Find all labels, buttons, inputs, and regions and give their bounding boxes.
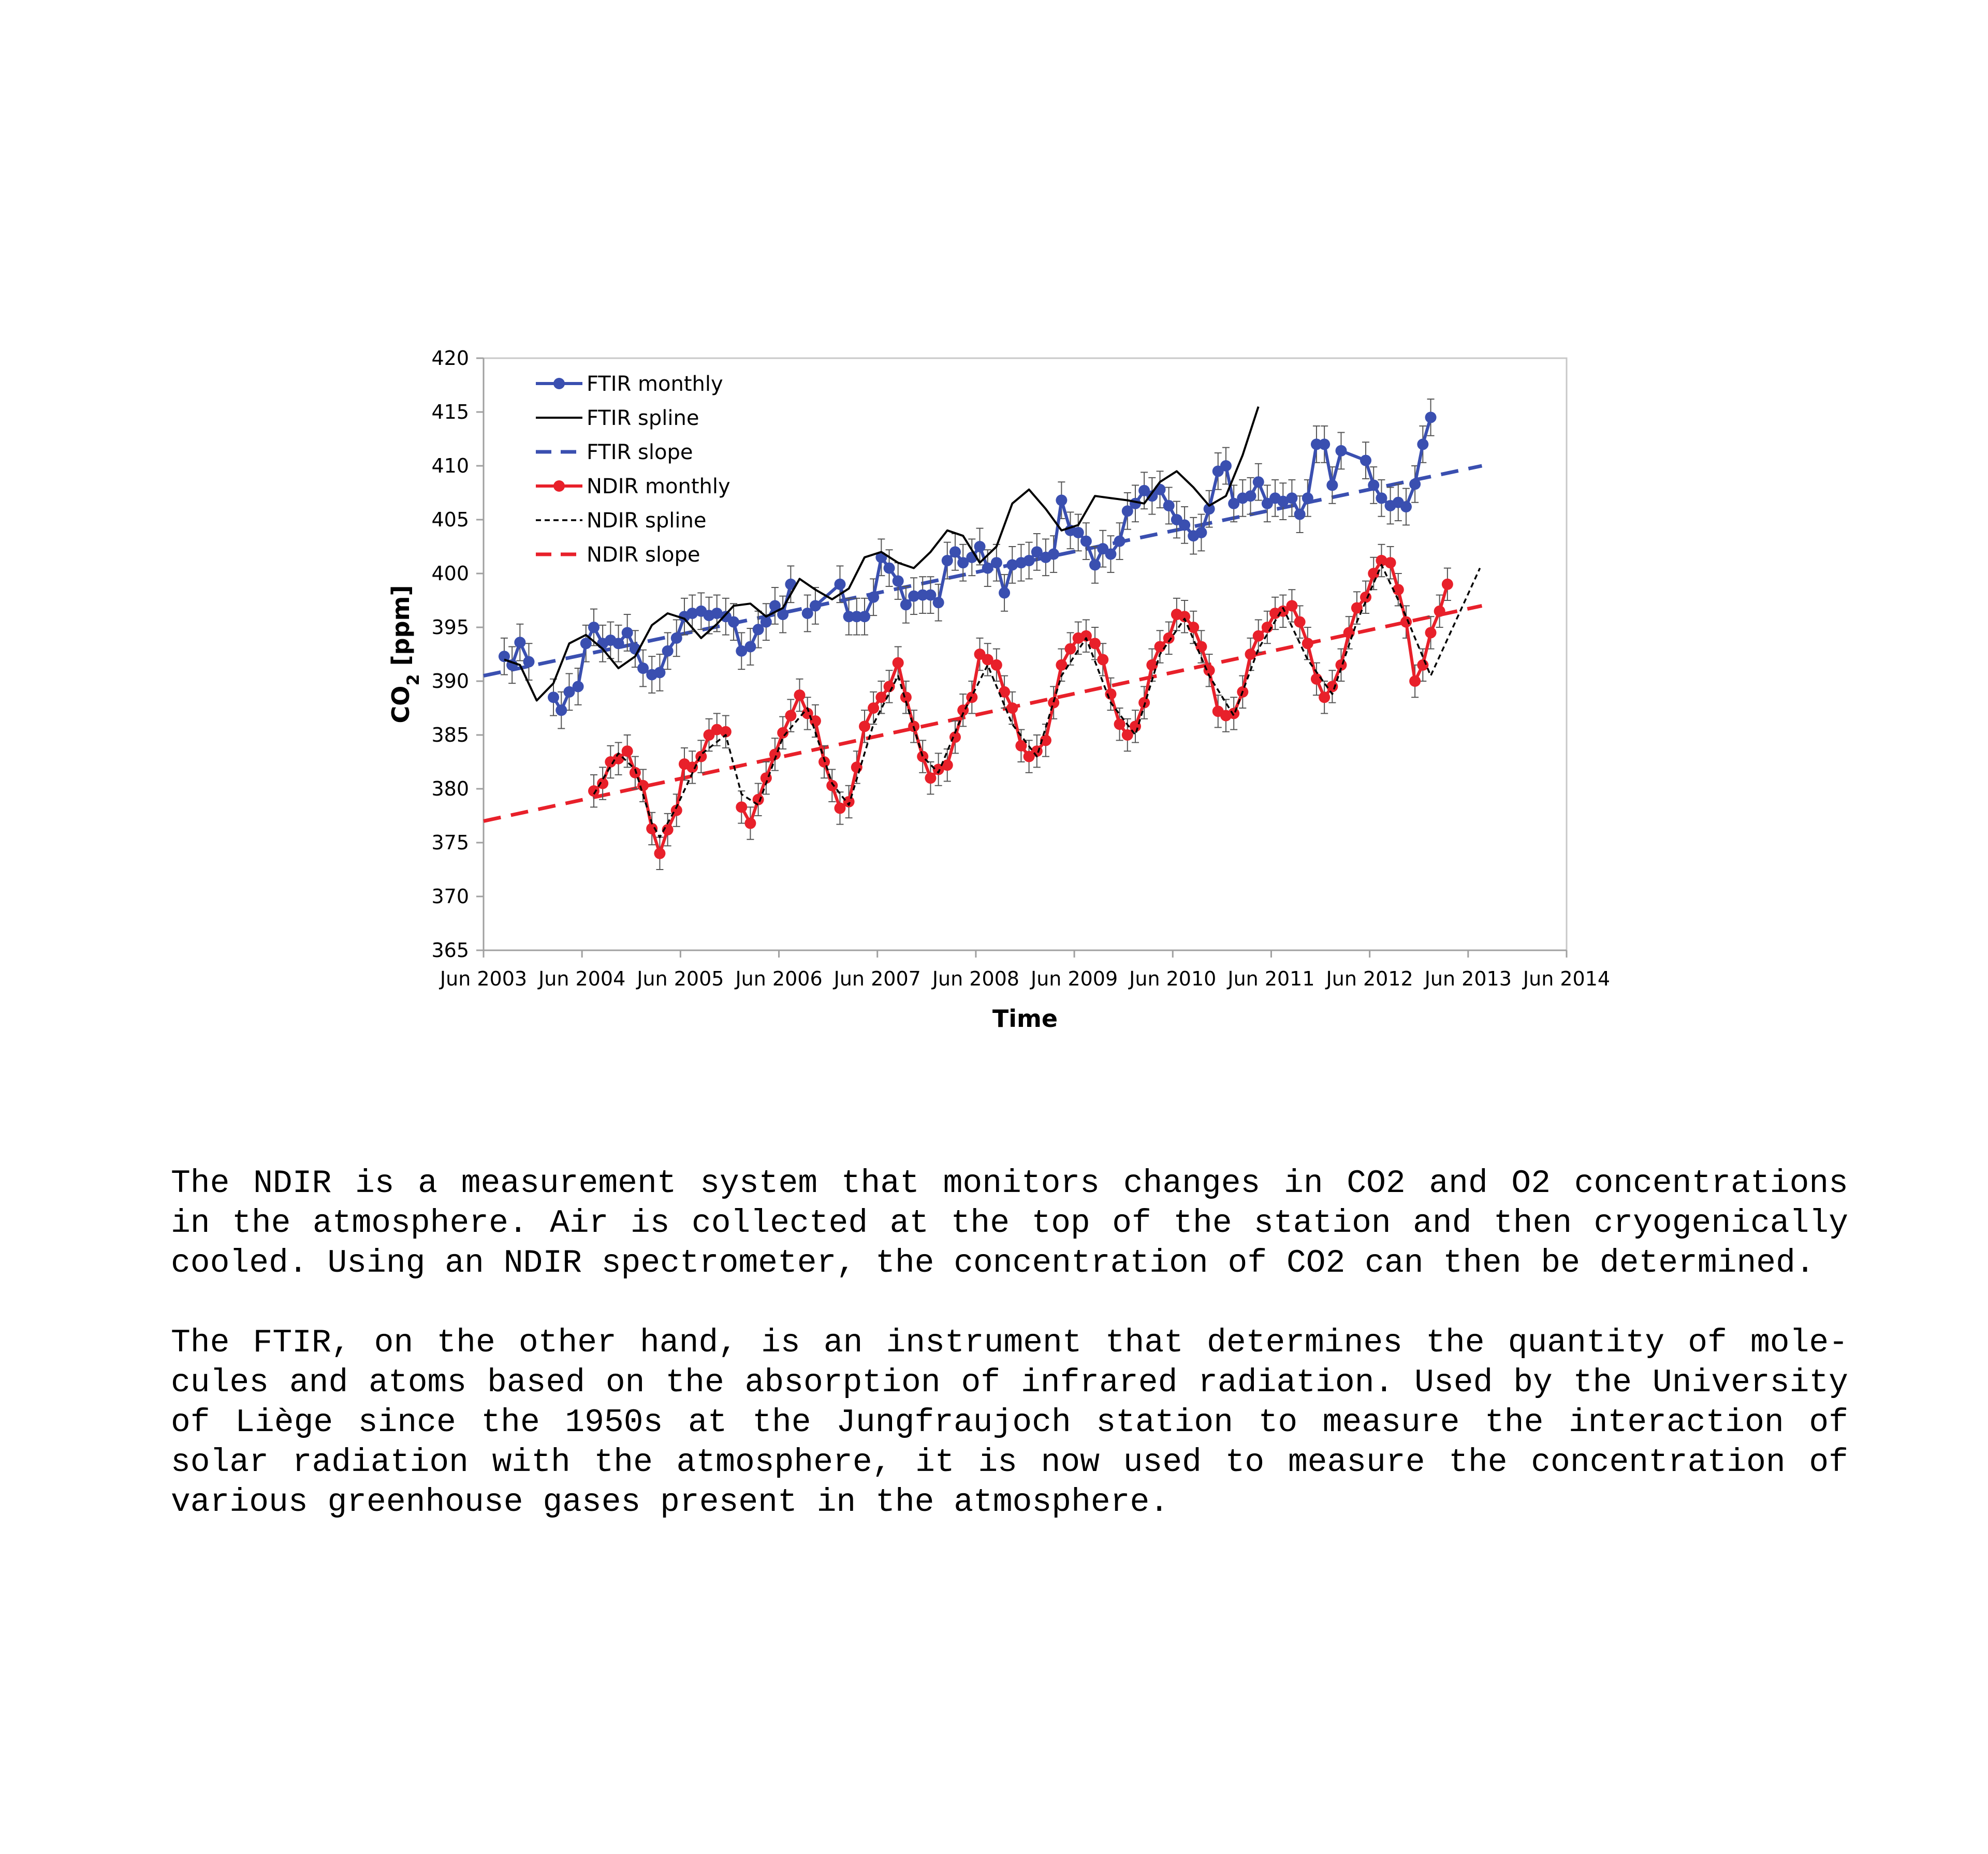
data-point xyxy=(1179,519,1190,531)
data-point xyxy=(1286,600,1297,611)
x-tick-label: Jun 2005 xyxy=(637,967,724,990)
data-point xyxy=(1163,500,1175,511)
data-point xyxy=(1400,616,1412,628)
data-point xyxy=(884,681,895,692)
y-tick-label: 390 xyxy=(431,670,469,693)
data-point xyxy=(1089,638,1101,649)
legend-item-ftir-slope xyxy=(536,440,693,464)
x-axis-ticks xyxy=(439,950,1610,990)
data-point xyxy=(1376,492,1387,504)
data-point xyxy=(1425,411,1437,423)
data-point xyxy=(1434,606,1445,617)
data-point xyxy=(859,720,870,732)
data-point xyxy=(1385,557,1396,568)
data-point xyxy=(859,611,870,622)
legend-item-ftir-monthly xyxy=(536,372,723,396)
legend-label: NDIR monthly xyxy=(587,475,730,498)
data-point xyxy=(868,702,879,714)
legend-marker xyxy=(553,480,565,492)
data-point xyxy=(1360,592,1371,603)
data-point xyxy=(548,691,559,703)
x-tick-label: Jun 2008 xyxy=(932,967,1019,990)
x-tick-label: Jun 2004 xyxy=(538,967,626,990)
data-point xyxy=(1220,460,1232,472)
data-point xyxy=(942,555,953,566)
data-point xyxy=(654,667,665,678)
data-point xyxy=(1400,501,1412,512)
data-point xyxy=(991,659,1002,671)
data-point xyxy=(1368,479,1379,491)
x-tick-label: Jun 2003 xyxy=(440,967,528,990)
data-point xyxy=(1195,527,1207,538)
data-point xyxy=(1245,490,1256,502)
data-point xyxy=(1335,445,1347,457)
data-point xyxy=(744,641,756,652)
data-point xyxy=(900,599,912,610)
legend-item-ndir-slope xyxy=(536,543,700,567)
data-point xyxy=(1326,681,1338,692)
legend-marker xyxy=(553,378,565,389)
x-axis-title: Time xyxy=(992,1005,1058,1033)
data-point xyxy=(671,632,682,644)
data-point xyxy=(761,616,772,628)
legend-label: NDIR slope xyxy=(587,543,700,567)
legend-label: FTIR spline xyxy=(587,406,699,430)
y-tick-label: 415 xyxy=(431,401,469,423)
data-point xyxy=(1154,641,1166,652)
data-point xyxy=(826,780,838,791)
data-point xyxy=(1097,654,1108,665)
ndir-monthly-line xyxy=(594,561,1448,854)
paragraph-ftir: The FTIR, on the other hand, is an instrument that determines the quantity of mole-cules and atoms based on the absorption of infrared radiation. Used by the University of Liège since the 1950s at the Jungfraujoch station to measure the interaction of solar radiation with the atmosphere, it is now used to measure the concentration of various greenhouse gases present in the atmosphere. xyxy=(171,1325,1848,1521)
data-point xyxy=(1417,438,1428,450)
y-tick-label: 380 xyxy=(431,777,469,800)
data-point xyxy=(1080,536,1092,547)
data-point xyxy=(654,848,665,859)
y-tick-label: 370 xyxy=(431,885,469,908)
data-point xyxy=(1326,479,1338,491)
data-point xyxy=(1302,638,1313,649)
data-point xyxy=(1188,622,1199,633)
y-axis-ticks xyxy=(431,347,484,962)
data-point xyxy=(1024,555,1035,566)
data-point xyxy=(1286,492,1297,504)
x-tick-label: Jun 2012 xyxy=(1326,967,1413,990)
data-point xyxy=(875,691,887,703)
data-point xyxy=(1195,641,1207,652)
legend-label: NDIR spline xyxy=(587,509,707,533)
data-point xyxy=(695,751,707,762)
y-tick-label: 385 xyxy=(431,724,469,746)
data-point xyxy=(1228,708,1239,719)
data-point xyxy=(999,587,1010,598)
data-point xyxy=(942,759,953,771)
data-point xyxy=(1409,675,1421,687)
data-point xyxy=(1105,549,1116,560)
data-point xyxy=(1089,559,1101,570)
x-tick-label: Jun 2007 xyxy=(834,967,921,990)
data-point xyxy=(597,778,608,789)
legend-item-ftir-spline xyxy=(536,406,699,430)
data-point xyxy=(588,622,600,633)
data-point xyxy=(744,818,756,829)
data-point xyxy=(1425,627,1437,638)
x-tick-label: Jun 2014 xyxy=(1523,967,1611,990)
data-point xyxy=(785,710,796,722)
data-point xyxy=(736,801,747,813)
x-tick-label: Jun 2006 xyxy=(735,967,823,990)
y-tick-label: 395 xyxy=(431,616,469,639)
data-point xyxy=(794,689,805,701)
data-point xyxy=(868,592,879,603)
data-point xyxy=(622,745,633,757)
series-layer xyxy=(484,399,1482,870)
legend xyxy=(536,372,730,567)
data-point xyxy=(556,704,567,716)
data-point xyxy=(933,597,944,608)
data-point xyxy=(1064,643,1076,655)
data-point xyxy=(1302,492,1313,504)
legend-item-ndir-spline xyxy=(536,509,706,533)
ndir-monthly-series xyxy=(588,545,1453,870)
x-tick-label: Jun 2013 xyxy=(1424,967,1512,990)
x-tick-label: Jun 2011 xyxy=(1227,967,1315,990)
legend-label: FTIR slope xyxy=(587,440,693,464)
data-point xyxy=(1294,616,1306,628)
data-point xyxy=(834,579,845,590)
data-point xyxy=(588,785,600,797)
data-point xyxy=(893,657,904,669)
data-point xyxy=(1154,484,1166,495)
data-point xyxy=(1360,455,1371,466)
y-tick-label: 375 xyxy=(431,831,469,854)
legend-item-ndir-monthly xyxy=(536,475,730,498)
data-point xyxy=(622,627,633,638)
data-point xyxy=(991,557,1002,568)
y-tick-label: 410 xyxy=(431,454,469,477)
data-point xyxy=(1006,702,1018,714)
data-point xyxy=(810,600,821,611)
legend-label: FTIR monthly xyxy=(587,372,723,396)
data-point xyxy=(1417,659,1428,671)
data-point xyxy=(686,761,698,773)
data-point xyxy=(1056,495,1067,506)
data-point xyxy=(1319,438,1330,450)
y-tick-label: 405 xyxy=(431,508,469,531)
data-point xyxy=(1253,630,1264,642)
data-point xyxy=(893,576,904,587)
data-point xyxy=(1294,509,1306,520)
data-point xyxy=(949,546,961,557)
x-tick-label: Jun 2009 xyxy=(1031,967,1118,990)
x-tick-label: Jun 2010 xyxy=(1129,967,1217,990)
data-point xyxy=(514,637,525,648)
paragraph-ndir: The NDIR is a measurement system that monitors changes in CO2 and O2 concentrations in the atmosphere. Air is collected at the top of the station and then cryogenically cooled. Using an NDIR spectrometer, the concentration of CO2 can then be determined. xyxy=(171,1165,1848,1282)
data-point xyxy=(1073,527,1084,538)
data-point xyxy=(523,656,534,668)
data-point xyxy=(1343,627,1355,638)
data-point xyxy=(884,563,895,574)
y-tick-label: 400 xyxy=(431,562,469,585)
data-point xyxy=(1442,579,1453,590)
y-tick-label: 420 xyxy=(431,347,469,370)
data-point xyxy=(1409,478,1421,490)
data-point xyxy=(925,772,936,784)
data-point xyxy=(810,715,821,727)
data-point xyxy=(974,541,986,552)
data-point xyxy=(1319,691,1330,703)
data-point xyxy=(1114,536,1125,547)
data-point xyxy=(1253,476,1264,488)
data-point xyxy=(613,638,624,649)
y-axis-title: $CO_2$ [ppm] xyxy=(387,585,423,724)
data-point xyxy=(728,616,739,628)
data-point xyxy=(573,681,584,692)
data-point xyxy=(753,794,764,805)
data-point xyxy=(662,645,674,657)
data-point xyxy=(1048,549,1059,560)
y-tick-label: 365 xyxy=(431,939,469,962)
